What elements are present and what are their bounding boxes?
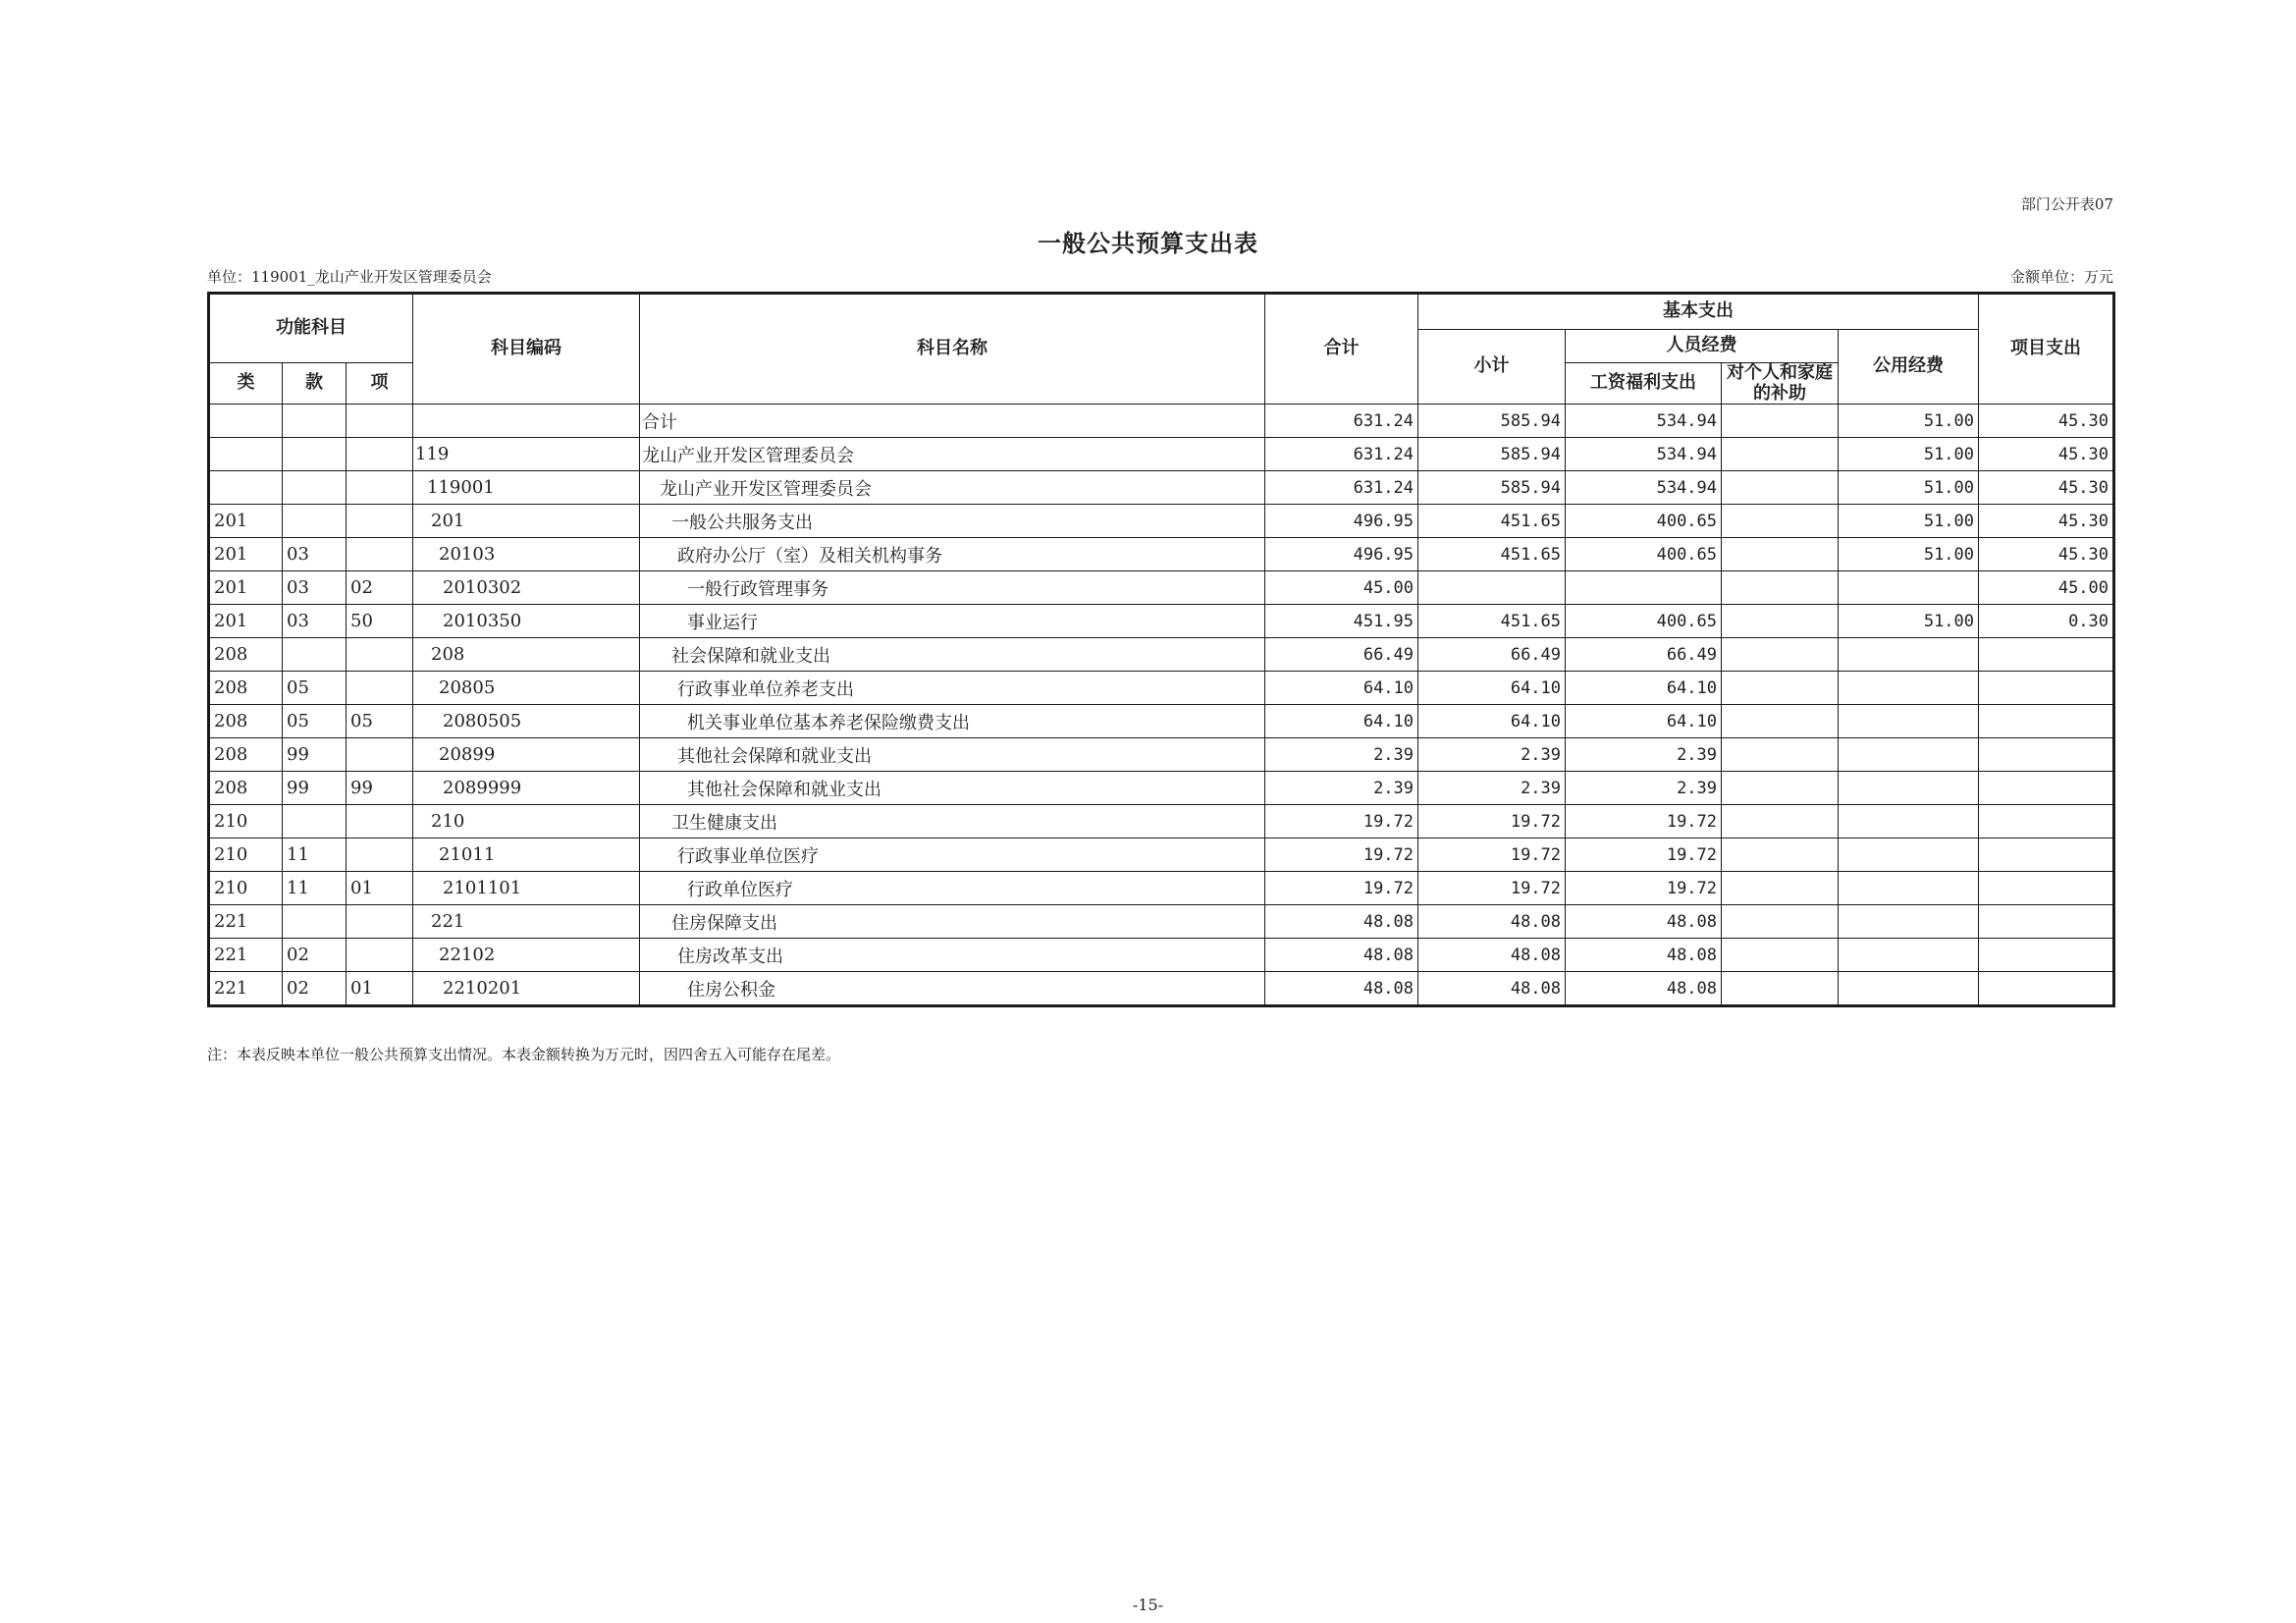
cell-xiang	[347, 538, 413, 571]
cell-lei: 208	[209, 705, 283, 738]
cell-total: 451.95	[1265, 605, 1418, 638]
cell-lei: 208	[209, 638, 283, 672]
cell-subsidy	[1722, 672, 1839, 705]
header-project: 项目支出	[1979, 294, 2114, 405]
cell-project	[1979, 939, 2114, 972]
cell-salary: 534.94	[1566, 405, 1722, 438]
table-row	[209, 939, 2114, 972]
cell-project	[1979, 839, 2114, 872]
header-subsidy: 对个人和家庭的补助	[1722, 363, 1839, 405]
cell-subsidy	[1722, 705, 1839, 738]
cell-subject-code: 21011	[413, 839, 640, 872]
cell-xiang	[347, 839, 413, 872]
cell-project	[1979, 805, 2114, 839]
cell-project	[1979, 738, 2114, 772]
cell-public-funds: 51.00	[1839, 538, 1979, 571]
cell-salary: 534.94	[1566, 471, 1722, 505]
cell-subsidy	[1722, 905, 1839, 939]
cell-subject-code: 20899	[413, 738, 640, 772]
cell-subject-code	[413, 405, 640, 438]
cell-salary: 400.65	[1566, 538, 1722, 571]
cell-lei: 201	[209, 538, 283, 571]
cell-kuan: 05	[283, 705, 347, 738]
cell-subject-code: 119	[413, 438, 640, 471]
cell-subsidy	[1722, 839, 1839, 872]
cell-subject-code: 210	[413, 805, 640, 839]
cell-public-funds: 51.00	[1839, 438, 1979, 471]
cell-subsidy	[1722, 638, 1839, 672]
cell-project	[1979, 905, 2114, 939]
cell-total: 19.72	[1265, 872, 1418, 905]
cell-kuan: 02	[283, 939, 347, 972]
cell-lei: 221	[209, 939, 283, 972]
cell-public-funds	[1839, 772, 1979, 805]
cell-subject-name: 住房公积金	[640, 972, 1265, 1006]
cell-lei: 208	[209, 672, 283, 705]
cell-subject-code: 20103	[413, 538, 640, 571]
cell-subject-name: 龙山产业开发区管理委员会	[640, 471, 1265, 505]
table-row	[209, 438, 2114, 471]
cell-subtotal: 64.10	[1418, 705, 1566, 738]
cell-public-funds	[1839, 638, 1979, 672]
cell-total: 631.24	[1265, 438, 1418, 471]
cell-kuan	[283, 471, 347, 505]
cell-public-funds	[1839, 705, 1979, 738]
cell-subsidy	[1722, 939, 1839, 972]
cell-kuan	[283, 505, 347, 538]
cell-project: 45.30	[1979, 438, 2114, 471]
cell-total: 631.24	[1265, 405, 1418, 438]
cell-project: 45.30	[1979, 471, 2114, 505]
cell-subject-name: 政府办公厅（室）及相关机构事务	[640, 538, 1265, 571]
cell-kuan: 02	[283, 972, 347, 1006]
cell-public-funds: 51.00	[1839, 405, 1979, 438]
cell-total: 66.49	[1265, 638, 1418, 672]
cell-total: 2.39	[1265, 772, 1418, 805]
cell-subject-name: 事业运行	[640, 605, 1265, 638]
header-func-subject: 功能科目	[209, 294, 413, 363]
cell-subject-name: 行政单位医疗	[640, 872, 1265, 905]
cell-subsidy	[1722, 471, 1839, 505]
cell-lei	[209, 438, 283, 471]
cell-kuan: 03	[283, 571, 347, 605]
cell-public-funds	[1839, 805, 1979, 839]
cell-xiang: 99	[347, 772, 413, 805]
cell-subject-code: 119001	[413, 471, 640, 505]
cell-public-funds	[1839, 905, 1979, 939]
cell-salary: 64.10	[1566, 705, 1722, 738]
table-note: 注：本表反映本单位一般公共预算支出情况。本表金额转换为万元时，因四舍五入可能存在尾差。	[207, 1046, 841, 1063]
cell-xiang	[347, 805, 413, 839]
table-row	[209, 672, 2114, 705]
cell-total: 631.24	[1265, 471, 1418, 505]
cell-kuan: 05	[283, 672, 347, 705]
cell-lei: 210	[209, 839, 283, 872]
header-subject-code: 科目编码	[413, 294, 640, 405]
cell-subtotal: 48.08	[1418, 939, 1566, 972]
cell-kuan	[283, 638, 347, 672]
cell-subject-code: 208	[413, 638, 640, 672]
cell-xiang: 02	[347, 571, 413, 605]
cell-subject-name: 住房保障支出	[640, 905, 1265, 939]
cell-salary: 48.08	[1566, 972, 1722, 1006]
cell-public-funds	[1839, 872, 1979, 905]
cell-kuan	[283, 438, 347, 471]
cell-salary: 66.49	[1566, 638, 1722, 672]
cell-project	[1979, 972, 2114, 1006]
cell-subtotal: 451.65	[1418, 605, 1566, 638]
table-row	[209, 505, 2114, 538]
cell-salary: 534.94	[1566, 438, 1722, 471]
cell-subject-name: 社会保障和就业支出	[640, 638, 1265, 672]
cell-subtotal: 19.72	[1418, 839, 1566, 872]
table-row	[209, 972, 2114, 1006]
cell-subtotal: 2.39	[1418, 772, 1566, 805]
cell-project: 45.30	[1979, 538, 2114, 571]
cell-xiang: 01	[347, 872, 413, 905]
table-row	[209, 538, 2114, 571]
cell-xiang: 01	[347, 972, 413, 1006]
cell-subject-name: 一般公共服务支出	[640, 505, 1265, 538]
cell-salary: 400.65	[1566, 605, 1722, 638]
cell-project	[1979, 705, 2114, 738]
cell-lei: 201	[209, 505, 283, 538]
cell-project	[1979, 772, 2114, 805]
cell-salary: 64.10	[1566, 672, 1722, 705]
cell-lei: 221	[209, 972, 283, 1006]
cell-subject-name: 龙山产业开发区管理委员会	[640, 438, 1265, 471]
cell-salary: 2.39	[1566, 772, 1722, 805]
table-row	[209, 405, 2114, 438]
cell-subsidy	[1722, 571, 1839, 605]
cell-subtotal: 585.94	[1418, 438, 1566, 471]
cell-subsidy	[1722, 872, 1839, 905]
cell-subject-name: 机关事业单位基本养老保险缴费支出	[640, 705, 1265, 738]
cell-public-funds: 51.00	[1839, 605, 1979, 638]
cell-subject-name: 住房改革支出	[640, 939, 1265, 972]
header-total: 合计	[1265, 294, 1418, 405]
cell-salary: 19.72	[1566, 839, 1722, 872]
cell-kuan: 11	[283, 839, 347, 872]
cell-subject-code: 2089999	[413, 772, 640, 805]
table-row	[209, 839, 2114, 872]
header-subtotal: 小计	[1418, 330, 1566, 405]
cell-total: 45.00	[1265, 571, 1418, 605]
cell-salary: 19.72	[1566, 872, 1722, 905]
header-subject-name: 科目名称	[640, 294, 1265, 405]
cell-total: 19.72	[1265, 805, 1418, 839]
table-row	[209, 738, 2114, 772]
cell-xiang	[347, 672, 413, 705]
cell-kuan: 99	[283, 738, 347, 772]
cell-subtotal: 2.39	[1418, 738, 1566, 772]
cell-lei: 201	[209, 605, 283, 638]
cell-subject-name: 一般行政管理事务	[640, 571, 1265, 605]
cell-subtotal: 48.08	[1418, 972, 1566, 1006]
cell-xiang	[347, 638, 413, 672]
table-row	[209, 471, 2114, 505]
cell-xiang	[347, 905, 413, 939]
cell-public-funds	[1839, 939, 1979, 972]
cell-public-funds	[1839, 839, 1979, 872]
cell-subtotal: 451.65	[1418, 505, 1566, 538]
cell-subject-code: 2010302	[413, 571, 640, 605]
cell-subject-name: 其他社会保障和就业支出	[640, 772, 1265, 805]
cell-total: 48.08	[1265, 939, 1418, 972]
cell-xiang: 05	[347, 705, 413, 738]
cell-project: 0.30	[1979, 605, 2114, 638]
cell-subsidy	[1722, 405, 1839, 438]
cell-public-funds	[1839, 672, 1979, 705]
cell-lei: 208	[209, 772, 283, 805]
cell-kuan: 99	[283, 772, 347, 805]
cell-project	[1979, 872, 2114, 905]
cell-lei	[209, 471, 283, 505]
cell-subtotal: 66.49	[1418, 638, 1566, 672]
cell-subject-name: 行政事业单位医疗	[640, 839, 1265, 872]
cell-lei	[209, 405, 283, 438]
cell-subtotal: 585.94	[1418, 471, 1566, 505]
cell-salary	[1566, 571, 1722, 605]
cell-subtotal: 19.72	[1418, 805, 1566, 839]
cell-lei: 221	[209, 905, 283, 939]
cell-total: 48.08	[1265, 905, 1418, 939]
table-row	[209, 705, 2114, 738]
cell-total: 64.10	[1265, 705, 1418, 738]
cell-total: 64.10	[1265, 672, 1418, 705]
header-public-funds: 公用经费	[1839, 330, 1979, 405]
cell-kuan: 03	[283, 605, 347, 638]
cell-subsidy	[1722, 505, 1839, 538]
cell-subsidy	[1722, 972, 1839, 1006]
budget-expenditure-table	[207, 292, 2115, 1007]
cell-subsidy	[1722, 605, 1839, 638]
cell-public-funds	[1839, 738, 1979, 772]
cell-lei: 210	[209, 805, 283, 839]
cell-total: 48.08	[1265, 972, 1418, 1006]
cell-kuan	[283, 405, 347, 438]
cell-subject-code: 2010350	[413, 605, 640, 638]
cell-xiang	[347, 471, 413, 505]
cell-total: 2.39	[1265, 738, 1418, 772]
cell-public-funds: 51.00	[1839, 471, 1979, 505]
cell-subject-name: 合计	[640, 405, 1265, 438]
cell-subject-name: 行政事业单位养老支出	[640, 672, 1265, 705]
form-number: 部门公开表07	[2020, 195, 2113, 213]
table-row	[209, 571, 2114, 605]
header-salary: 工资福利支出	[1566, 363, 1722, 405]
cell-subtotal: 451.65	[1418, 538, 1566, 571]
cell-xiang	[347, 505, 413, 538]
cell-project: 45.00	[1979, 571, 2114, 605]
cell-salary: 400.65	[1566, 505, 1722, 538]
table-row	[209, 772, 2114, 805]
header-lei: 类	[209, 363, 283, 405]
cell-xiang	[347, 939, 413, 972]
cell-salary: 48.08	[1566, 905, 1722, 939]
cell-xiang: 50	[347, 605, 413, 638]
cell-subject-code: 2080505	[413, 705, 640, 738]
cell-subsidy	[1722, 538, 1839, 571]
cell-project: 45.30	[1979, 505, 2114, 538]
cell-project	[1979, 638, 2114, 672]
cell-public-funds	[1839, 972, 1979, 1006]
cell-kuan: 11	[283, 872, 347, 905]
cell-subtotal: 64.10	[1418, 672, 1566, 705]
cell-subsidy	[1722, 738, 1839, 772]
cell-kuan	[283, 805, 347, 839]
cell-project: 45.30	[1979, 405, 2114, 438]
cell-project	[1979, 672, 2114, 705]
cell-xiang	[347, 405, 413, 438]
cell-xiang	[347, 738, 413, 772]
cell-subtotal: 585.94	[1418, 405, 1566, 438]
cell-total: 19.72	[1265, 839, 1418, 872]
header-xiang: 项	[347, 363, 413, 405]
cell-subtotal	[1418, 571, 1566, 605]
table-body	[209, 405, 2114, 1006]
cell-subject-code: 2101101	[413, 872, 640, 905]
cell-salary: 19.72	[1566, 805, 1722, 839]
amount-unit: 金额单位：万元	[2009, 268, 2113, 286]
cell-subject-code: 22102	[413, 939, 640, 972]
cell-salary: 48.08	[1566, 939, 1722, 972]
cell-lei: 208	[209, 738, 283, 772]
cell-subsidy	[1722, 805, 1839, 839]
cell-subject-code: 221	[413, 905, 640, 939]
table-row	[209, 638, 2114, 672]
cell-kuan	[283, 905, 347, 939]
cell-subsidy	[1722, 438, 1839, 471]
page-number: -15-	[1132, 1596, 1164, 1614]
cell-subsidy	[1722, 772, 1839, 805]
cell-salary: 2.39	[1566, 738, 1722, 772]
table-row	[209, 905, 2114, 939]
cell-subject-name: 卫生健康支出	[640, 805, 1265, 839]
cell-subject-code: 2210201	[413, 972, 640, 1006]
cell-subtotal: 48.08	[1418, 905, 1566, 939]
reporting-unit: 单位：119001_龙山产业开发区管理委员会	[207, 268, 492, 286]
header-kuan: 款	[283, 363, 347, 405]
header-basic-expense: 基本支出	[1418, 294, 1979, 330]
cell-public-funds	[1839, 571, 1979, 605]
cell-total: 496.95	[1265, 538, 1418, 571]
cell-subtotal: 19.72	[1418, 872, 1566, 905]
cell-lei: 210	[209, 872, 283, 905]
page-title: 一般公共预算支出表	[1038, 230, 1258, 257]
cell-public-funds: 51.00	[1839, 505, 1979, 538]
cell-lei: 201	[209, 571, 283, 605]
cell-subject-name: 其他社会保障和就业支出	[640, 738, 1265, 772]
cell-subject-code: 201	[413, 505, 640, 538]
table-row	[209, 605, 2114, 638]
cell-xiang	[347, 438, 413, 471]
table-row	[209, 872, 2114, 905]
cell-subject-code: 20805	[413, 672, 640, 705]
cell-kuan: 03	[283, 538, 347, 571]
cell-total: 496.95	[1265, 505, 1418, 538]
table-row	[209, 805, 2114, 839]
header-personnel: 人员经费	[1566, 330, 1839, 363]
